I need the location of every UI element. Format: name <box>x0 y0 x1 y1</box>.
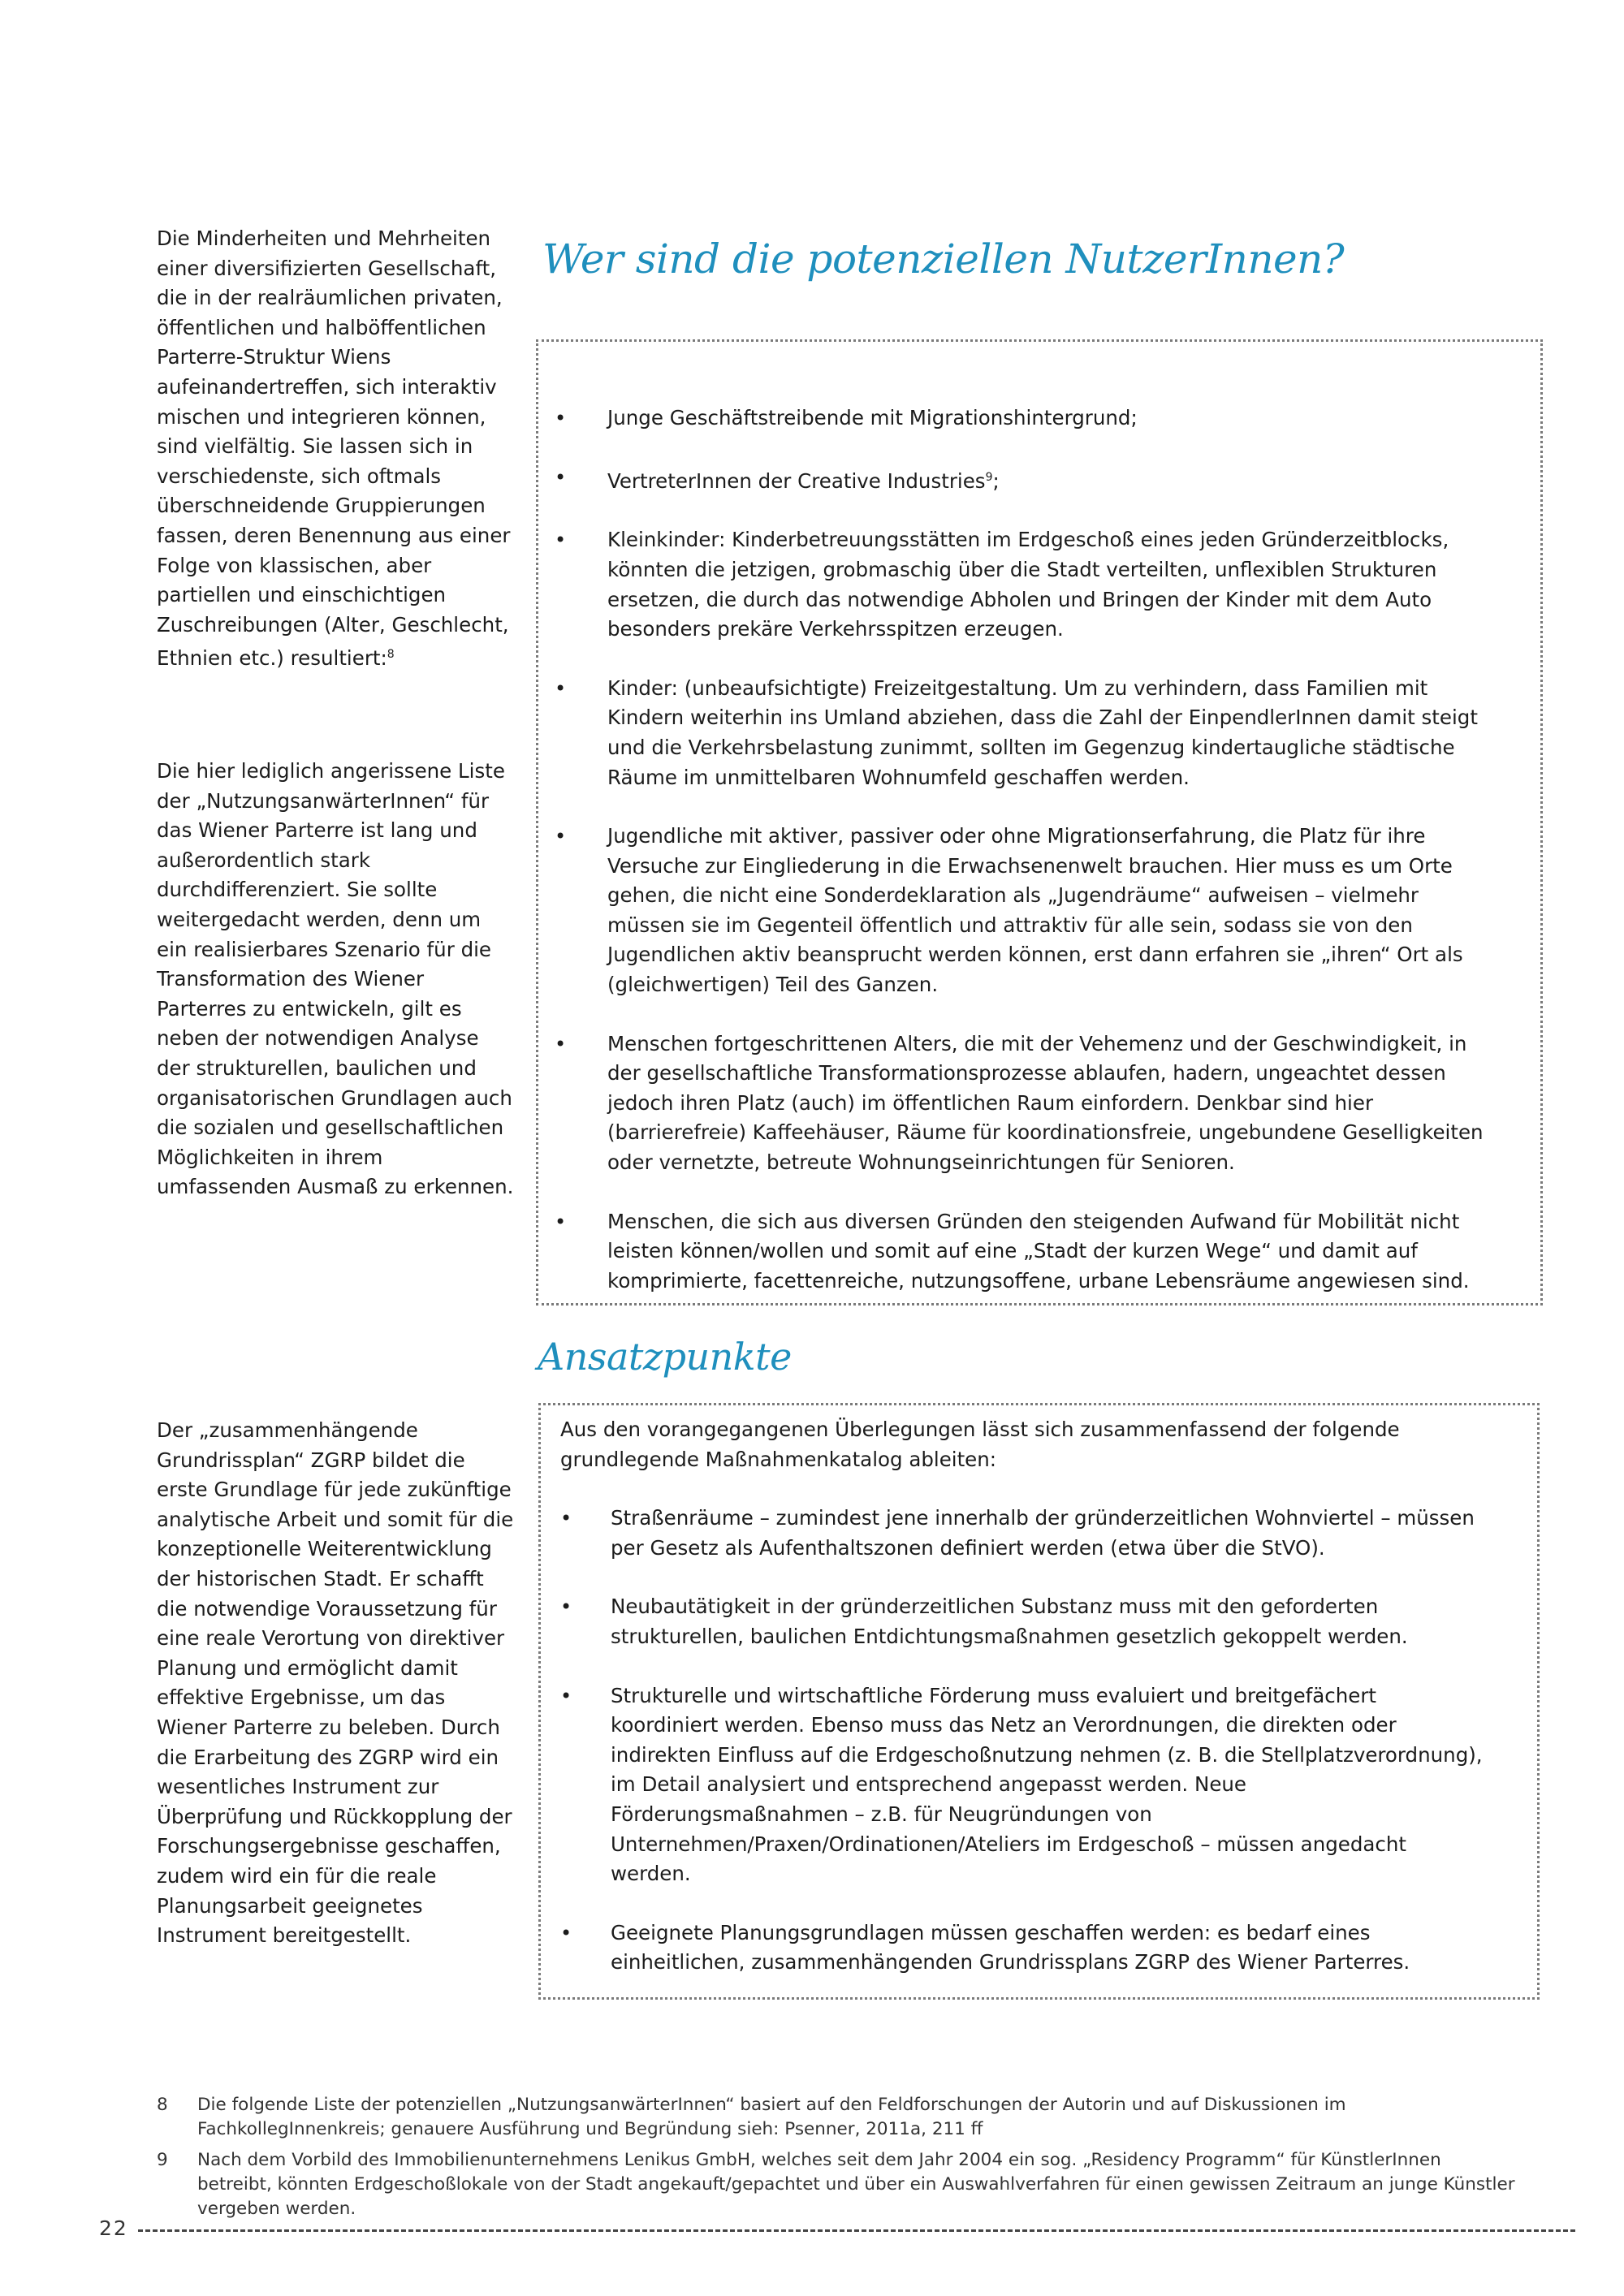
bullet-icon: • <box>560 1507 572 1530</box>
bullet-icon: • <box>560 1921 572 1944</box>
bullet-icon: • <box>555 1032 567 1055</box>
footer-dashed-rule <box>138 2229 1575 2232</box>
page-number: 22 <box>99 2216 128 2240</box>
list-item: • Straßenräume – zumindest jene innerhalb der gründerzeitlichen Wohnviertel – müssen per Gesetz als Aufenthaltszonen definiert werden (etwa über die StVO). <box>560 1504 1488 1563</box>
section-heading-users: Wer sind die potenziellen NutzerInnen? <box>542 235 1345 283</box>
list-item: • Strukturelle und wirtschaftliche Förderung muss evaluiert und breitgefächert koordiniert werden. Ebenso muss das Netz an Verordnungen, die direkten oder indirekten Einfluss auf die Erdgeschoßnutzung nehmen (z. B. die Stellplatzverordnung), im Detail analysiert und entsprechend angepasst werden. Neue Förderungsmaßnahmen – z.B. für Neugründungen von Unternehmen/Praxen/Ordinationen/Ateliers im Erdgeschoß – müssen angedacht werden. <box>560 1681 1488 1889</box>
footnote-text: Die folgende Liste der potenziellen „NutzungsanwärterInnen“ basiert auf den Feldforschungen der Autorin und auf Diskussionen im FachkollegInnenkreis; genauere Ausführung und Begründung sieh: Psenner, 2011a, 211 ff <box>197 2095 1346 2139</box>
list-item: • Junge Geschäftstreibende mit Migrationshintergrund; <box>538 404 1484 434</box>
footnote <box>157 2148 1521 2221</box>
list-item: • Jugendliche mit aktiver, passiver oder ohne Migrationserfahrung, die Platz für ihre Versuche zur Eingliederung in die Erwachsenenwelt brauchen. Hier muss es um Orte gehen, die nicht eine Sonderdeklaration als „Jugendräume“ aufweisen – vielmehr müssen sie im Gegenteil öffentlich und attraktiv für alle sein, sodass sie von den Jugendlichen aktiv beansprucht werden können, erst dann erfahren sie „ihren“ Ort als (gleichwertigen) Teil des Ganzen. <box>538 822 1484 1000</box>
sidebar-paragraph: Der „zusammenhängende Grundrissplan“ ZGRP bildet die erste Grundlage für jede zukünftige analytische Arbeit und somit für die konzeptionelle Weiterentwicklung der historischen Stadt. Er schafft die notwendige Voraussetzung für eine reale Verortung von direktiver Planung und ermöglicht damit effektive Ergebnisse, um das Wiener Parterre zu beleben. Durch die Erarbeitung des ZGRP wird ein wesentliches Instrument zur Überprüfung und Rückkopplung der Forschungsergebnisse geschaffen, zudem wird ein für die reale Planungsarbeit geeignetes Instrument bereitgestellt. <box>157 1418 514 1948</box>
sidebar-text-zgrp <box>157 1416 514 1951</box>
sidebar-paragraph: Die Minderheiten und Mehrheiten einer diversifizierten Gesellschaft, die in der realräumlichen privaten, öffentlichen und halböffentlichen Parterre-Struktur Wiens aufeinandertreffen, sich interaktiv mischen und integrieren können, sind vielfältig. Sie lassen sich in verschiedenste, sich oftmals überschneidende Gruppierungen fassen, deren Benennung aus einer Folge von klassischen, aber partiellen und einschichtigen Zuschreibungen (Alter, Geschlecht, Ethnien etc.) resultiert: <box>157 227 511 671</box>
approaches-intro: Aus den vorangegangenen Überlegungen lässt sich zusammenfassend der folgende grundlegende Maßnahmenkatalog ableiten: <box>560 1418 1400 1471</box>
section-heading-approaches: Ansatzpunkte <box>538 1335 792 1379</box>
bullet-icon: • <box>555 1210 567 1233</box>
list-item: • Menschen fortgeschrittenen Alters, die mit der Vehemenz und der Geschwindigkeit, in der gesellschaftliche Transformationsprozesse ablaufen, hadern, ungeachtet dessen jedoch ihren Platz (auch) im öffentlichen Raum einfordern. Denkbar sind hier (barrierefreie) Kaffeehäuser, Räume für koordinationsfreie, ungebundene Geselligkeiten oder vernetzte, betreute Wohnungseinrichtungen für Senioren. <box>538 1029 1484 1178</box>
bullet-icon: • <box>555 465 567 489</box>
list-item: • Neubautätigkeit in der gründerzeitlichen Substanz muss mit den geforderten strukturellen, baulichen Entdichtungsmaßnahmen gesetzlich gekoppelt werden. <box>560 1592 1488 1651</box>
list-item: • Kleinkinder: Kinderbetreuungsstätten im Erdgeschoß eines jeden Gründerzeitblocks, könnten die jetzigen, grobmaschig über die Stadt verteilten, unflexiblen Strukturen ersetzen, die durch das notwendige Abholen und Bringen der Kinder mit dem Auto besonders prekäre Verkehrsspitzen erzeugen. <box>538 525 1484 644</box>
footnote-text: Nach dem Vorbild des Immobilienunternehmens Lenikus GmbH, welches seit dem Jahr 2004 ein sog. „Residency Programm“ für KünstlerInnen betreibt, könnten Erdgeschoßlokale von der Stadt angekauft/gepachtet und über ein Auswahlverfahren für einen gewissen Zeitraum an junge Künstler vergeben werden. <box>197 2150 1515 2219</box>
footnote-number: 8 <box>157 2095 168 2115</box>
bullet-icon: • <box>555 407 567 429</box>
users-list-box <box>536 339 1543 1306</box>
sidebar-paragraph: Die hier lediglich angerissene Liste der „NutzungsanwärterInnen“ für das Wiener Parterre ist lang und außerordentlich stark durchdifferenziert. Sie sollte weitergedacht werden, denn um ein realisierbares Szenario für die Transformation des Wiener Parterres zu entwickeln, gilt es neben der notwendigen Analyse der strukturellen, baulichen und organisatorischen Grundlagen auch die sozialen und gesellschaftlichen Möglichkeiten in ihrem umfassenden Ausmaß zu erkennen. <box>157 759 514 1199</box>
sidebar-text-list <box>157 757 514 1202</box>
list-item: • VertreterInnen der Creative Industries$^9$; <box>538 463 1484 497</box>
bullet-icon: • <box>560 1684 572 1707</box>
list-item: • Geeignete Planungsgrundlagen müssen geschaffen werden: es bedarf eines einheitlichen, zusammenhängenden Grundrissplans ZGRP des Wiener Parterres. <box>560 1918 1488 1978</box>
footnote <box>157 2093 1521 2142</box>
footnote-ref: 9 <box>985 470 993 484</box>
bullet-icon: • <box>560 1595 572 1619</box>
list-item: • Kinder: (unbeaufsichtigte) Freizeitgestaltung. Um zu verhindern, dass Familien mit Kindern weiterhin ins Umland abziehen, dass die Zahl der EinpendlerInnen damit steigt und die Verkehrsbelastung zunimmt, sollten im Gegenzug kindertaugliche städtische Räume im unmittelbaren Wohnumfeld geschaffen werden. <box>538 674 1484 792</box>
footnote-ref: 8 <box>387 648 395 662</box>
bullet-icon: • <box>555 676 567 700</box>
list-item: • Menschen, die sich aus diversen Gründen den steigenden Aufwand für Mobilität nicht leisten können/wollen und somit auf eine „Stadt der kurzen Wege“ und damit auf komprimierte, facettenreiche, nutzungsoffene, urbane Lebensräume angewiesen sind. <box>538 1207 1484 1297</box>
footnotes <box>157 2093 1521 2228</box>
bullet-icon: • <box>555 529 567 552</box>
bullet-icon: • <box>555 825 567 848</box>
approaches-box <box>538 1403 1540 2000</box>
users-list <box>538 404 1484 1296</box>
approaches-list <box>560 1504 1488 1978</box>
footnote-number: 9 <box>157 2150 168 2170</box>
sidebar-text-minorities <box>157 224 514 674</box>
